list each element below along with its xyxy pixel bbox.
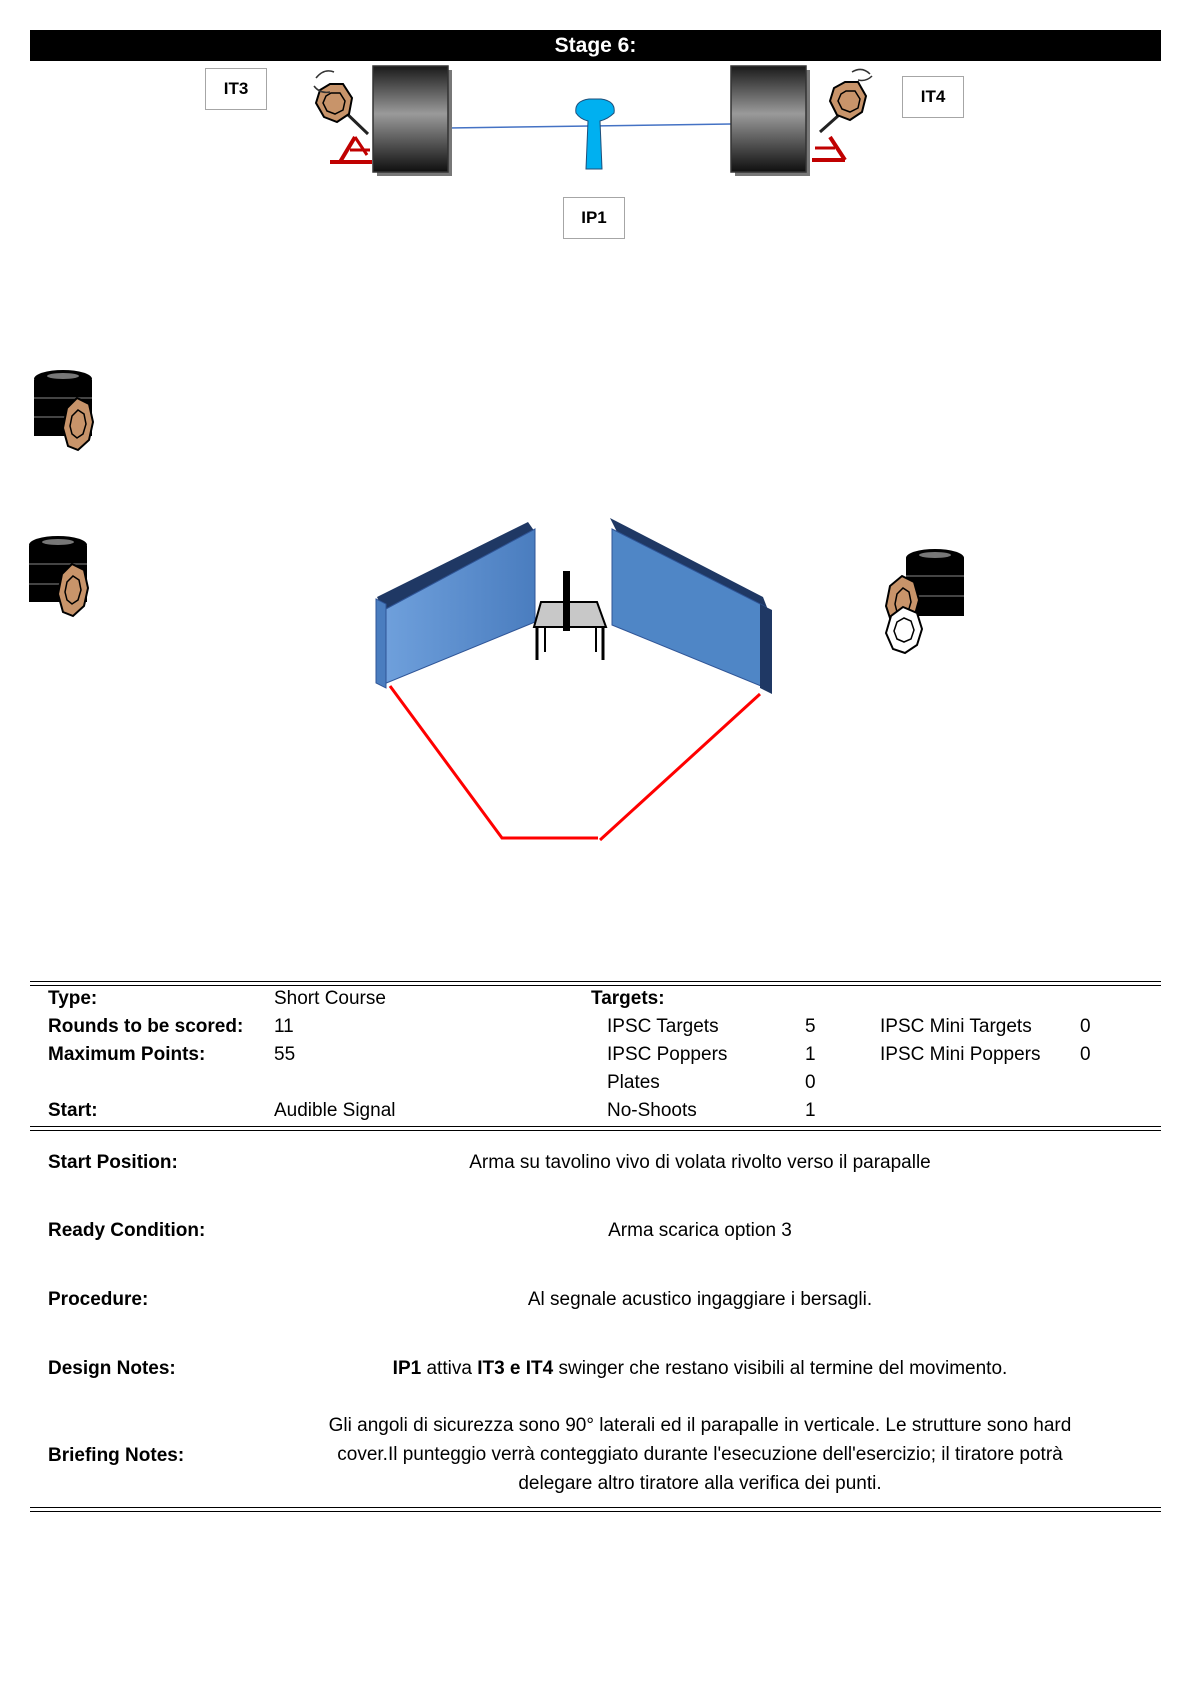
briefing-line: cover.Il punteggio verrà conteggiato durante l'esecuzione dell'esercizio; il tiratore potrà: [337, 1444, 1063, 1465]
procedure-label: Procedure:: [48, 1289, 149, 1310]
target-count: 0: [805, 1072, 816, 1093]
target-count: 1: [805, 1044, 816, 1065]
start-position-label: Start Position:: [48, 1152, 178, 1173]
divider: [30, 1511, 1161, 1512]
mini-target-name: IPSC Mini Poppers: [880, 1044, 1041, 1065]
it4-cover-block: [731, 66, 810, 176]
it3-swinger-target: [314, 71, 372, 162]
left-barrier-wall: [376, 522, 535, 688]
design-notes-ip1: IP1: [392, 1358, 422, 1379]
briefing-notes-text: [300, 1411, 1100, 1498]
type-value: Short Course: [274, 988, 386, 1009]
design-notes-part: swinger che restano visibili al termine del movimento.: [553, 1358, 1008, 1379]
divider: [30, 1507, 1161, 1508]
fault-line: [390, 686, 598, 838]
divider: [30, 1130, 1161, 1131]
label-ip1: IP1: [563, 197, 625, 239]
mini-target-name: IPSC Mini Targets: [880, 1016, 1032, 1037]
briefing-notes-label: Briefing Notes:: [48, 1445, 185, 1466]
ip1-popper: [576, 99, 614, 169]
target-name: Plates: [607, 1072, 660, 1093]
rounds-label: Rounds to be scored:: [48, 1016, 244, 1037]
label-it3: IT3: [205, 68, 267, 110]
divider: [30, 985, 1161, 986]
max-points-label: Maximum Points:: [48, 1044, 206, 1065]
design-notes-text: [300, 1354, 1100, 1383]
stage-diagram: [0, 62, 1191, 962]
start-position-text: Arma su tavolino vivo di volata rivolto verso il parapalle: [469, 1152, 931, 1173]
design-notes-part: attiva: [421, 1358, 478, 1379]
it4-swinger-target: [812, 69, 872, 160]
stage-title: Stage 6:: [30, 30, 1161, 61]
start-table: [534, 571, 606, 660]
rounds-value: 11: [274, 1016, 294, 1037]
briefing-line: Gli angoli di sicurezza sono 90° laterali ed il parapalle in verticale. Le strutture sono hard: [328, 1415, 1072, 1436]
ready-condition-text: Arma scarica option 3: [608, 1220, 792, 1241]
start-value: Audible Signal: [274, 1100, 396, 1121]
max-points-value: 55: [274, 1044, 296, 1065]
design-notes-it3-it4: IT3 e IT4: [477, 1358, 554, 1379]
target-count: 5: [805, 1016, 816, 1037]
right-barrier-wall: [610, 518, 772, 694]
design-notes-label: Design Notes:: [48, 1358, 176, 1379]
type-label: Type:: [48, 988, 98, 1009]
barrel-target-left-lower: [29, 536, 88, 616]
divider: [30, 1126, 1161, 1127]
target-name: No-Shoots: [607, 1100, 697, 1121]
target-name: IPSC Targets: [607, 1016, 719, 1037]
it3-cover-block: [373, 66, 452, 176]
fault-line-right: [600, 694, 760, 840]
start-label: Start:: [48, 1100, 98, 1121]
ready-condition-label: Ready Condition:: [48, 1220, 206, 1241]
briefing-line: delegare altro tiratore alla verifica dei punti.: [518, 1473, 882, 1494]
target-count: 1: [805, 1100, 816, 1121]
barrel-target-left-upper: [34, 370, 93, 450]
target-name: IPSC Poppers: [607, 1044, 728, 1065]
mini-target-count: 0: [1080, 1044, 1091, 1065]
procedure-text: Al segnale acustico ingaggiare i bersagli.: [527, 1289, 873, 1310]
divider: [30, 981, 1161, 982]
targets-label: Targets:: [591, 988, 665, 1009]
label-it4: IT4: [902, 76, 964, 118]
barrel-target-right-with-noshoot: [886, 549, 964, 653]
mini-target-count: 0: [1080, 1016, 1091, 1037]
